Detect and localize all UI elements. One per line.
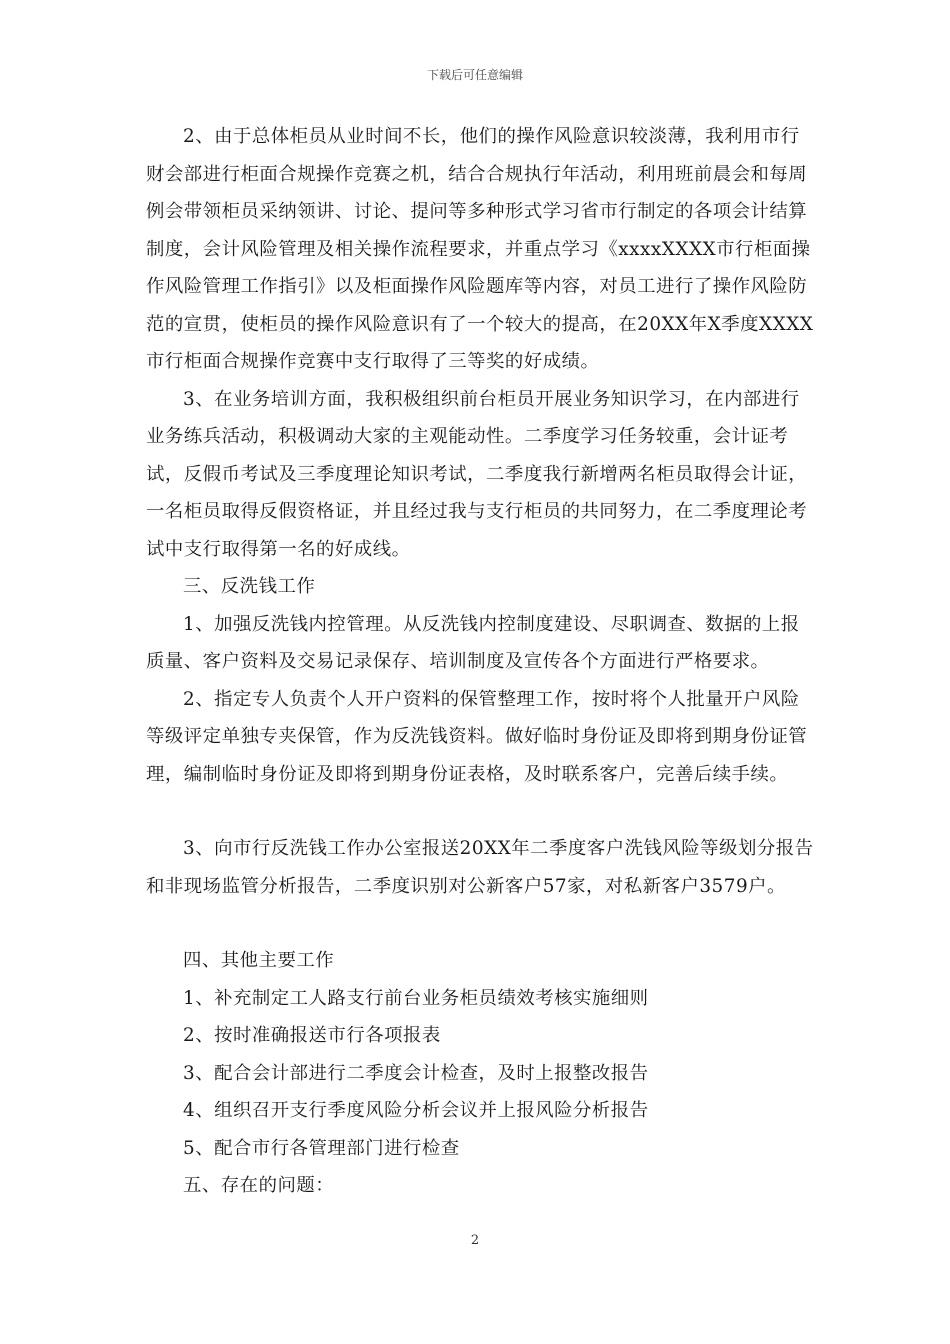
section-heading-problems: 五、存在的问题：	[183, 1175, 335, 1196]
paragraph-business-training: 3、在业务培训方面，我积极组织前台柜员开展业务知识学习，在内部进行业务练兵活动，积极调动大家的主观能动性。二季度学习任务较重，会计证考试，反假币考试及三季度理论知识考试，二季度我行新增两名柜员取得会计证，一名柜员取得反假资格证，并且经过我与支行柜员的共同努力，在二季度理论考试中支行取得第一名的好成线。	[146, 388, 808, 560]
paragraph-operational-risk: 2、由于总体柜员从业时间不长，他们的操作风险意识较淡薄，我利用市行财会部进行柜面合规操作竞赛之机，结合合规执行年活动，利用班前晨会和每周例会带领柜员采纳领讲、讨论、提问等多种形式学习省市行制定的各项会计结算制度，会计风险管理及相关操作流程要求，并重点学习《xxxxXXXX市行柜面操作风险管理工作指引》以及柜面操作风险题库等内容，对员工进行了操作风险防范的宣贯，使柜员的操作风险意识有了一个较大的提高，在20XX年X季度XXXX市行柜面合规操作竞赛中支行取得了三等奖的好成绩。	[146, 126, 814, 372]
list-item: 3、配合会计部进行二季度会计检查，及时上报整改报告	[183, 1062, 649, 1084]
page-header: 下载后可任意编辑	[426, 68, 523, 82]
section-heading-other-work: 四、其他主要工作	[183, 950, 335, 971]
spacer	[146, 793, 814, 830]
paragraph-aml-internal-control: 1、加强反洗钱内控管理。从反洗钱内控制度建设、尽职调查、数据的上报质量、客户资料及交易记录保存、培训制度及宣传各个方面进行严格要求。	[146, 613, 800, 672]
paragraph-aml-account-records: 2、指定专人负责个人开户资料的保管整理工作，按时将个人批量开户风险等级评定单独专夹保管，作为反洗钱资料。做好临时身份证及即将到期身份证管理，编制临时身份证及即将到期身份证表格，及时联系客户，完善后续手续。	[146, 688, 808, 785]
section-heading-anti-money-laundering: 三、反洗钱工作	[183, 576, 316, 597]
paragraph-aml-report: 3、向市行反洗钱工作办公室报送20XX年二季度客户洗钱风险等级划分报告和非现场监管分析报告，二季度识别对公新客户57家，对私新客户3579户。	[146, 838, 814, 897]
list-item: 1、补充制定工人路支行前台业务柜员绩效考核实施细则	[183, 987, 649, 1009]
spacer	[146, 905, 814, 942]
page-number: 2	[470, 1233, 480, 1248]
list-item: 5、配合市行各管理部门进行检查	[183, 1137, 460, 1159]
list-item: 4、组织召开支行季度风险分析会议并上报风险分析报告	[183, 1100, 649, 1121]
document-body	[146, 118, 814, 1205]
list-item: 2、按时准确报送市行各项报表	[183, 1025, 441, 1046]
